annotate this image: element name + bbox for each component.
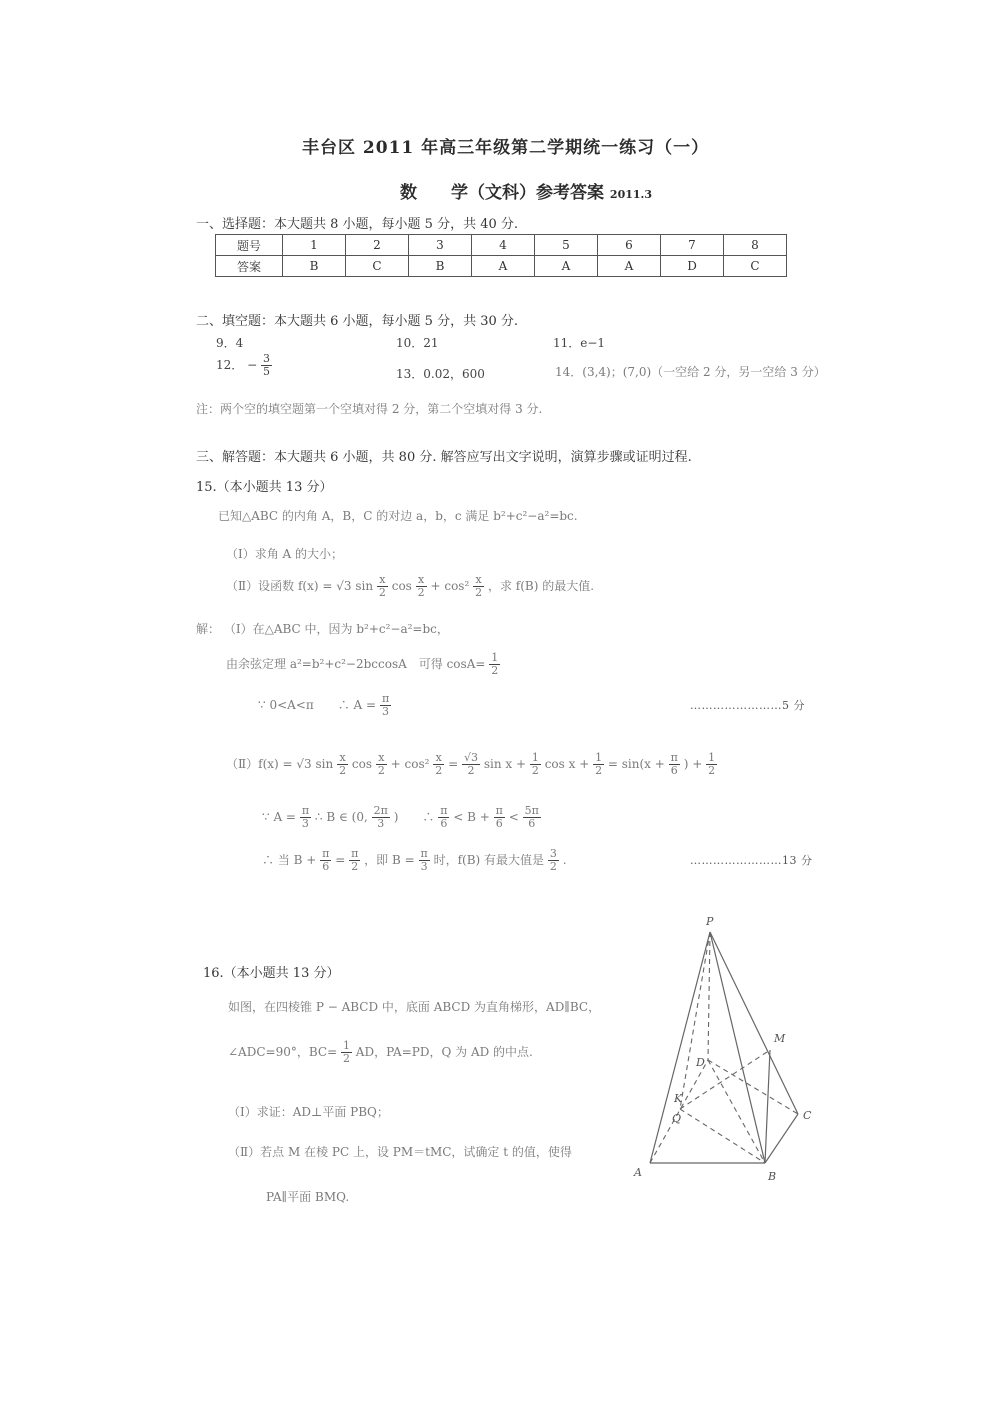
pyramid-figure (620, 890, 820, 1190)
fraction-denominator: 6 (670, 764, 678, 777)
solution-token: ) ∴ (393, 810, 435, 824)
fraction-denominator: 3 (382, 705, 390, 718)
fraction (438, 805, 449, 830)
fraction (337, 752, 348, 777)
fraction-denominator: 2 (342, 1052, 350, 1065)
fraction-numerator: x (376, 752, 387, 765)
fraction (380, 693, 391, 718)
date-label: 2011.3 (609, 188, 653, 201)
q15-part2-cos2: + cos² (430, 579, 470, 593)
label-K: K (674, 1092, 683, 1105)
solution-line: （Ⅱ）f(x) = √3 sin (226, 757, 334, 771)
edge-BC (765, 1114, 798, 1163)
section3-heading: 三、解答题：本大题共 6 小题，共 80 分. 解答应写出文字说明，演算步骤或证明过程. (196, 450, 692, 465)
table-cell: 4 (472, 235, 535, 256)
fraction-numerator: 1 (531, 751, 539, 764)
table-cell: C (346, 256, 409, 277)
fraction-numerator: x (377, 574, 388, 587)
fraction-numerator: x (433, 752, 444, 765)
fraction-denominator: 2 (475, 586, 483, 599)
q15-part2-prefix: （Ⅱ）设函数 f(x) = √3 sin (226, 579, 374, 593)
label-B: B (768, 1170, 777, 1183)
fraction-numerator: 3 (263, 352, 270, 365)
answer-11: 11．e−1 (553, 336, 606, 350)
q15-solution-1 (196, 620, 449, 637)
q15-solution-2 (226, 652, 500, 677)
fraction-denominator: 2 (417, 586, 425, 599)
table-row-answers (216, 256, 787, 277)
solution-token: < (508, 810, 519, 824)
table-cell: A (598, 256, 661, 277)
fraction-numerator: π (440, 804, 448, 817)
solution-token: = (448, 757, 459, 771)
fraction-denominator: 6 (495, 817, 503, 830)
fraction (376, 752, 387, 777)
table-cell: A (472, 256, 535, 277)
fraction-numerator: π (301, 804, 310, 817)
fraction (372, 805, 390, 830)
q16-line2 (228, 1040, 533, 1065)
solution-line: ∵ 0<A<π ∴ A = (258, 698, 377, 712)
section2-heading: 二、填空题：本大题共 6 小题，每小题 5 分，共 30 分. (196, 314, 519, 329)
fraction (433, 752, 444, 777)
fraction-denominator: 2 (377, 764, 385, 777)
fraction-denominator: 2 (491, 664, 499, 677)
score-13: ……………………13 分 (690, 854, 813, 867)
fraction (419, 848, 430, 873)
fraction-numerator: 1 (342, 1039, 350, 1052)
fraction-numerator: x (337, 752, 348, 765)
score-5: ……………………5 分 (690, 699, 805, 712)
fraction (669, 752, 680, 777)
table-row-questions (216, 235, 787, 256)
fraction-numerator: 2π (373, 804, 388, 817)
answer-12 (216, 353, 272, 378)
q15-part2-mid: cos (391, 579, 412, 593)
table-cell: C (724, 256, 787, 277)
fraction-numerator: π (495, 804, 503, 817)
solution-label: 解： (196, 622, 221, 636)
edge-PB (710, 932, 765, 1163)
solution-token: sin x + (483, 757, 527, 771)
fraction (494, 805, 505, 830)
solution-token: = (335, 853, 346, 867)
fraction-denominator: 2 (531, 764, 539, 777)
solution-token: 时，f(B) 有最大值是 (433, 853, 545, 867)
solution-token: cos (351, 757, 372, 771)
edge-PA (650, 932, 710, 1163)
table-cell: 5 (535, 235, 598, 256)
q15-solution-3 (258, 693, 391, 718)
answer-9: 9．4 (216, 336, 244, 350)
fraction-numerator: 1 (595, 751, 603, 764)
table-cell: B (409, 256, 472, 277)
table-cell: 3 (409, 235, 472, 256)
fraction-numerator: π (351, 847, 359, 860)
label-C: C (803, 1109, 812, 1122)
fraction-denominator: 2 (708, 764, 716, 777)
solution-token: + cos² (390, 757, 430, 771)
fraction (530, 752, 541, 777)
fraction-numerator: x (473, 574, 484, 587)
label-Q: Q (672, 1112, 682, 1125)
edge-PD (708, 932, 710, 1060)
fraction-denominator: 2 (378, 586, 386, 599)
answer-table (215, 234, 787, 277)
subject-label: 数 学（文科）参考答案 (400, 183, 604, 203)
fraction-denominator: 2 (595, 764, 603, 777)
q16-part1: （Ⅰ）求证：AD⊥平面 PBQ； (228, 1105, 389, 1119)
table-header-a: 答案 (216, 256, 283, 277)
fraction-numerator: 1 (708, 751, 716, 764)
q16-title: 16.（本小题共 13 分） (203, 966, 340, 981)
fraction (523, 805, 541, 830)
q16-part2b: PA∥平面 BMQ. (266, 1190, 350, 1204)
answer-13: 13．0.02，600 (396, 367, 485, 381)
fraction-numerator: π (322, 847, 330, 860)
label-M: M (774, 1032, 786, 1045)
fraction-denominator: 2 (549, 860, 557, 873)
fraction (416, 574, 427, 599)
q15-title: 15.（本小题共 13 分） (196, 480, 333, 495)
answer-12-fraction (261, 353, 272, 378)
fraction-denominator: 5 (263, 365, 270, 378)
solution-token: ∵ A = (262, 810, 296, 824)
fraction-denominator: 3 (420, 860, 428, 873)
label-P: P (706, 915, 714, 928)
fraction (593, 752, 604, 777)
edge-MB (765, 1050, 770, 1163)
section2-note: 注：两个空的填空题第一个空填对得 2 分，第二个空填对得 3 分. (196, 402, 543, 416)
solution-line: 由余弦定理 a²=b²+c²−2bccosA 可得 cosA= (226, 657, 486, 671)
fraction-numerator: x (416, 574, 427, 587)
page-title: 丰台区 2011 年高三年级第二学期统一练习（一） (302, 138, 710, 158)
fraction (320, 848, 331, 873)
table-header-q: 题号 (216, 235, 283, 256)
solution-token: ) + (683, 757, 703, 771)
q15-part2 (226, 574, 594, 599)
fraction-denominator: 6 (528, 817, 536, 830)
fraction-denominator: 2 (351, 860, 359, 873)
fraction-denominator: 2 (467, 764, 475, 777)
solution-token: ∴ B ∈ (0, (314, 810, 368, 824)
q16-part2: （Ⅱ）若点 M 在棱 PC 上，设 PM＝tMC，试确定 t 的值，使得 (228, 1145, 572, 1159)
fraction-numerator: √3 (464, 751, 479, 764)
q16-line1: 如图，在四棱锥 P − ABCD 中，底面 ABCD 为直角梯形，AD∥BC， (228, 1000, 601, 1014)
table-cell: 2 (346, 235, 409, 256)
fraction-denominator: 3 (301, 817, 309, 830)
fraction-denominator: 3 (377, 817, 385, 830)
solution-token: ∴ 当 B + (262, 853, 317, 867)
answer-10: 10．21 (396, 336, 439, 350)
label-D: D (696, 1056, 705, 1069)
fraction (377, 574, 388, 599)
fraction (706, 752, 717, 777)
fraction (341, 1040, 352, 1065)
fraction (300, 805, 311, 830)
table-cell: B (283, 256, 346, 277)
edge-QM (680, 1050, 770, 1109)
section1-heading: 一、选择题：本大题共 8 小题，每小题 5 分，共 40 分. (196, 217, 519, 232)
answer-14: 14．(3,4)；(7,0)（一空给 2 分，另一空给 3 分） (555, 365, 826, 379)
q16-line2-suffix: AD，PA=PD，Q 为 AD 的中点. (355, 1045, 533, 1059)
fraction-numerator: π (670, 751, 678, 764)
q15-solution-5 (262, 805, 541, 830)
page-subtitle (400, 178, 652, 203)
q15-part1: （Ⅰ）求角 A 的大小； (226, 547, 344, 561)
fraction-denominator: 6 (322, 860, 330, 873)
solution-token: = sin(x + (607, 757, 665, 771)
q16-line2-prefix: ∠ADC=90°，BC= (228, 1045, 338, 1059)
fraction-denominator: 2 (435, 764, 443, 777)
fraction (349, 848, 360, 873)
answer-12-sign: − (247, 358, 258, 372)
solution-token: . (562, 853, 567, 867)
solution-token: ，即 B = (364, 853, 415, 867)
solution-line: （Ⅰ）在△ABC 中，因为 b²+c²−a²=bc， (223, 622, 449, 636)
q15-solution-4 (226, 752, 717, 777)
fraction (473, 574, 484, 599)
fraction-numerator: 3 (549, 847, 557, 860)
table-cell: 8 (724, 235, 787, 256)
answer-12-label: 12． (216, 358, 244, 372)
q15-statement: 已知△ABC 的内角 A，B，C 的对边 a，b，c 满足 b²+c²−a²=bc. (218, 509, 578, 523)
q15-part2-suffix: ，求 f(B) 的最大值. (487, 579, 595, 593)
solution-token: cos x + (544, 757, 590, 771)
table-cell: 1 (283, 235, 346, 256)
q15-solution-6 (262, 848, 567, 873)
table-cell: A (535, 256, 598, 277)
table-cell: 6 (598, 235, 661, 256)
fraction-denominator: 2 (339, 764, 347, 777)
fraction-numerator: π (381, 692, 390, 705)
fraction (489, 652, 500, 677)
fraction-numerator: 1 (491, 651, 499, 664)
fraction (462, 752, 480, 777)
fraction (548, 848, 559, 873)
edge-DB (708, 1060, 765, 1163)
fraction-numerator: 5π (524, 804, 539, 817)
table-cell: 7 (661, 235, 724, 256)
label-A: A (634, 1166, 642, 1179)
fraction-numerator: π (420, 847, 428, 860)
solution-token: < B + (453, 810, 490, 824)
fraction-denominator: 6 (440, 817, 448, 830)
edge-QB (680, 1109, 765, 1163)
table-cell: D (661, 256, 724, 277)
